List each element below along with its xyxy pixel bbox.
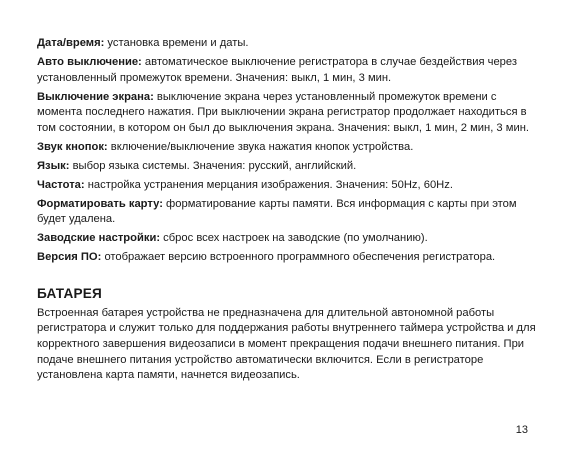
setting-term: Версия ПО: [37,251,102,264]
setting-factory-reset [37,231,537,247]
setting-screen-off [37,90,537,137]
setting-description: выключение экрана через установленный промежуток времени с момента последнего нажатия. При выключении экрана регистратор продолжает находиться в том состоянии, в котором он был до выключения экрана. Значения: выкл, 1 мин, 2 мин, 3 мин. [37,90,529,134]
setting-term: Частота: [37,178,85,191]
setting-frequency [37,178,537,194]
battery-section-body: Встроенная батарея устройства не предназначена для длительной автономной работы регистратора и служит только для поддержания работы внутреннего таймера устройства и для корректного завершения видеозаписи в момент прекращения подачи внешнего питания. При подаче внешнего питания устройство автоматически включится. Если в регистраторе установлена карта памяти, начнется видеозапись. [37,306,536,382]
setting-term: Язык: [37,159,70,172]
setting-term: Авто выключение: [37,55,142,68]
page-content [37,36,537,384]
setting-description: форматирование карты памяти. Вся информация с карты при этом будет удалена. [37,197,517,226]
setting-auto-off [37,55,537,86]
setting-term: Форматировать карту: [37,197,163,210]
page-number: 13 [515,424,528,436]
setting-format-card [37,197,537,228]
setting-term: Выключение экрана: [37,90,154,103]
setting-term: Дата/время: [37,37,105,49]
setting-firmware-version [37,250,537,266]
setting-language [37,159,537,175]
setting-datetime [37,36,537,52]
setting-description: сброс всех настроек на заводские (по умолчанию). [160,232,428,245]
setting-description: отображает версию встроенного программного обеспечения регистратора. [101,251,496,264]
setting-button-sound [37,140,537,156]
setting-term: Звук кнопок: [37,140,108,153]
setting-term: Заводские настройки: [37,232,161,245]
setting-description: настройка устранения мерцания изображения. Значения: 50Hz, 60Hz. [84,178,453,191]
setting-description: автоматическое выключение регистратора в случае бездействия через установленный промежуток времени. Значения: выкл, 1 мин, 3 мин. [37,55,517,84]
setting-description: включение/выключение звука нажатия кнопок устройства. [107,140,414,153]
setting-description: выбор языка системы. Значения: русский, английский. [69,159,357,172]
battery-section-title: БАТАРЕЯ [37,285,102,301]
setting-description: установка времени и даты. [104,37,249,49]
